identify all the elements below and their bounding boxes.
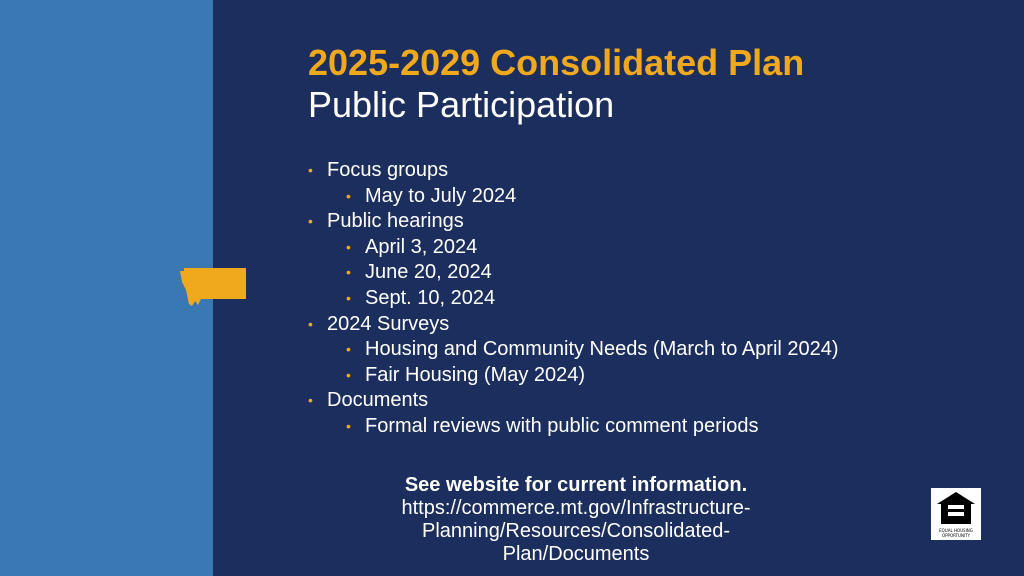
bullet-item bbox=[308, 235, 839, 261]
title-block bbox=[308, 42, 804, 126]
bullet-text: Public hearings bbox=[327, 210, 464, 233]
bullet-text: Focus groups bbox=[327, 159, 449, 181]
website-notice: See website for current information. bbox=[404, 474, 748, 496]
eho-line2: OPPORTUNITY bbox=[941, 532, 971, 538]
bullet-text: Formal reviews with public comment periods bbox=[365, 414, 759, 437]
montana-state-icon bbox=[180, 268, 246, 308]
website-link-line1[interactable]: https://commerce.mt.gov/Infrastructure- bbox=[401, 497, 751, 519]
bullet-item bbox=[308, 414, 839, 440]
bullet-item bbox=[308, 388, 839, 414]
bullet-item bbox=[308, 209, 839, 235]
website-link[interactable] bbox=[376, 497, 776, 566]
bullet-item bbox=[308, 184, 839, 210]
bullet-dot-icon: • bbox=[308, 213, 313, 230]
bullet-text: Documents bbox=[327, 389, 429, 412]
bullet-item bbox=[308, 286, 839, 312]
bullet-dot-icon: • bbox=[346, 366, 351, 383]
slide-subtitle: Public Participation bbox=[308, 84, 615, 125]
house-icon bbox=[936, 491, 976, 527]
website-link-line2[interactable]: Planning/Resources/Consolidated-Plan/Documents bbox=[422, 520, 730, 565]
bullet-text: May to July 2024 bbox=[365, 184, 517, 207]
equal-housing-opportunity-logo bbox=[931, 488, 981, 540]
bullet-text: Housing and Community Needs (March to April 2024) bbox=[365, 338, 839, 361]
bullet-dot-icon: • bbox=[346, 417, 351, 434]
bullet-text: Sept. 10, 2024 bbox=[365, 286, 496, 309]
bullet-text: June 20, 2024 bbox=[365, 261, 492, 284]
slide-title: 2025-2029 Consolidated Plan bbox=[308, 42, 805, 83]
bullet-dot-icon: • bbox=[308, 162, 313, 178]
footer bbox=[376, 474, 776, 566]
bullet-text: Fair Housing (May 2024) bbox=[365, 363, 586, 386]
bullet-dot-icon: • bbox=[346, 264, 351, 281]
bullet-item bbox=[308, 312, 839, 338]
eho-text bbox=[931, 529, 981, 538]
bullet-text: 2024 Surveys bbox=[327, 312, 450, 335]
bullet-item bbox=[308, 337, 839, 363]
bullet-dot-icon: • bbox=[308, 315, 313, 332]
bullet-text: April 3, 2024 bbox=[365, 235, 478, 258]
bullet-item bbox=[308, 158, 839, 184]
bullet-item bbox=[308, 363, 839, 389]
bullet-dot-icon: • bbox=[346, 187, 351, 204]
bullet-dot-icon: • bbox=[308, 392, 313, 409]
eho-line1: EQUAL HOUSING bbox=[939, 528, 973, 533]
bullet-dot-icon: • bbox=[346, 289, 351, 306]
bullet-dot-icon: • bbox=[346, 341, 351, 358]
bullet-dot-icon: • bbox=[346, 238, 351, 255]
bullet-list bbox=[308, 158, 839, 440]
bullet-item bbox=[308, 260, 839, 286]
